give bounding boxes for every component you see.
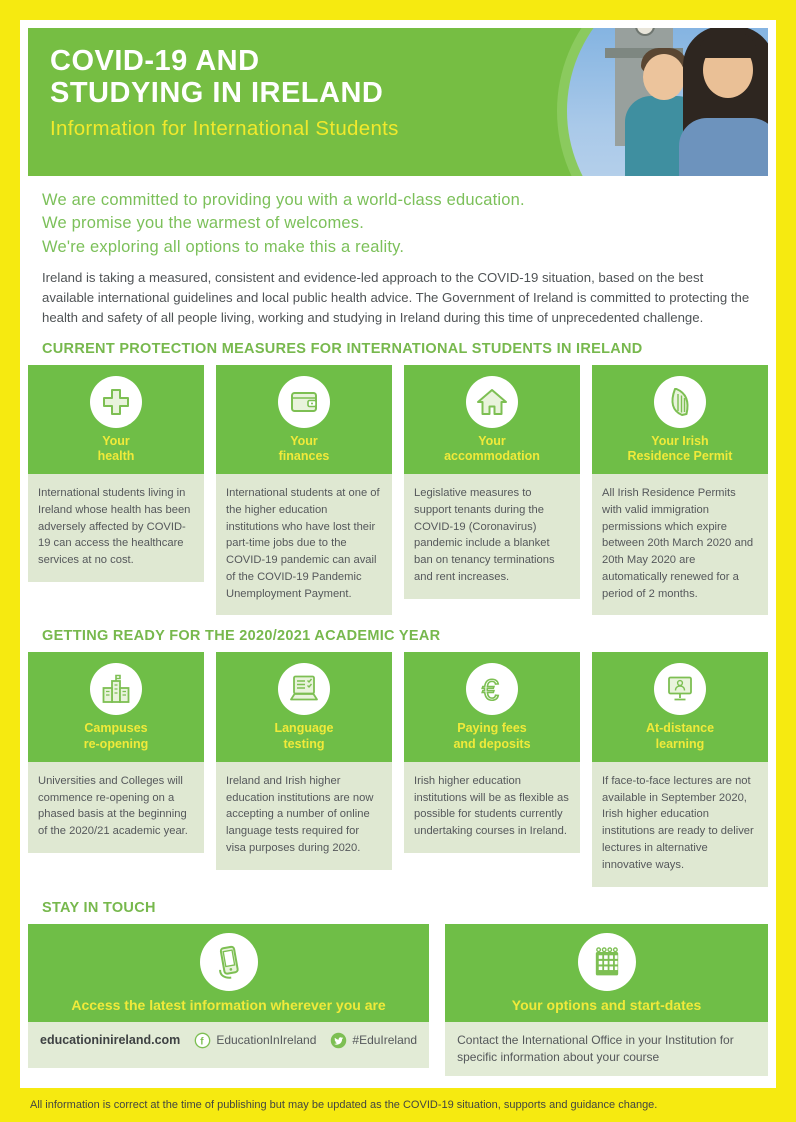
intro-paragraph: Ireland is taking a measured, consistent and evidence-led approach to the COVID-19 situation, based on the best available international guidelines and local public health advice. The Government of Ireland is committed to protecting the health and safety of all people living, working and studying in Ireland during this time of unprecedented challenge. [42, 270, 750, 325]
card-body-text: Irish higher education institutions will be as flexible as possible for students currently undertaking courses in Ireland. [404, 762, 580, 853]
health-cross-icon [90, 376, 142, 428]
section-title-stay-in-touch: STAY IN TOUCH [42, 899, 156, 916]
card-body-text: All Irish Residence Permits with valid immigration permissions which expire between 20th March 2020 and 20th May 2020 are automatically renewed for a period of 2 months. [592, 474, 768, 616]
card-irish-residence-permit [592, 365, 768, 616]
intro-highlight-3: We're exploring all options to make this a reality. [42, 237, 405, 256]
card-your-health [28, 365, 204, 582]
card-body-text: Legislative measures to support tenants during the COVID-19 (Coronavirus) pandemic include a blanket ban on tenancy terminations and rent increases. [404, 474, 580, 599]
page-title: COVID-19 AND STUDYING IN IRELAND [50, 45, 384, 110]
protection-measures-grid [28, 365, 768, 616]
card-title: Language testing [274, 721, 334, 752]
stay-right-title: Your options and start-dates [511, 996, 702, 1013]
card-body-text: If face-to-face lectures are not available in September 2020, Irish higher education institutions are ready to deliver lectures in alternative innovative ways. [592, 762, 768, 887]
euro-icon [466, 663, 518, 715]
twitter-handle[interactable]: #EduIreland [330, 1032, 417, 1049]
card-title: Your finances [278, 433, 330, 464]
stay-right-body: Contact the International Office in your Institution for specific information about your course [457, 1032, 734, 1064]
card-body-text: Ireland and Irish higher education institutions are now accepting a number of online language tests required for visa purposes during 2020. [216, 762, 392, 870]
card-your-finances [216, 365, 392, 616]
card-title: At-distance learning [645, 721, 715, 752]
card-title: Paying fees and deposits [453, 721, 531, 752]
house-icon [466, 376, 518, 428]
wallet-icon [278, 376, 330, 428]
footer-logos [28, 1076, 768, 1088]
card-body-text: International students at one of the higher education institutions who have lost their part-time jobs due to the COVID-19 pandemic can avail of the COVID-19 Pandemic Unemployment Payment. [216, 474, 392, 616]
calendar-icon [578, 933, 636, 991]
hero-banner [28, 28, 768, 176]
section-title-protection-measures: CURRENT PROTECTION MEASURES FOR INTERNATIONAL STUDENTS IN IRELAND [42, 340, 643, 357]
facebook-handle[interactable]: f EducationInIreland [194, 1032, 316, 1049]
language-test-icon [278, 663, 330, 715]
twitter-icon [330, 1032, 347, 1049]
card-body-text: Universities and Colleges will commence re-opening on a phased basis at the beginning of the 2020/21 academic year. [28, 762, 204, 853]
page-subtitle: Information for International Students [50, 116, 399, 140]
phone-in-hand-icon [200, 933, 258, 991]
intro-highlight-1: We are committed to providing you with a world-class education. [42, 191, 525, 209]
website-link[interactable]: educationinireland.com [40, 1033, 181, 1048]
svg-text:f: f [200, 1035, 204, 1047]
disclaimer-text: All information is correct at the time of publishing but may be updated as the COVID-19 situation, supports and guidance change. [30, 1099, 658, 1111]
card-body-text: International students living in Ireland whose health has been adversely affected by COVID-19 can access the healthcare services at no cost. [28, 474, 204, 582]
page [20, 20, 776, 1088]
card-campuses-reopening [28, 652, 204, 852]
harp-icon [654, 376, 706, 428]
campus-icon [90, 663, 142, 715]
section-title-academic-year: GETTING READY FOR THE 2020/2021 ACADEMIC YEAR [42, 628, 441, 645]
distance-learning-icon [654, 663, 706, 715]
card-latest-information [28, 924, 429, 1068]
card-language-testing [216, 652, 392, 869]
svg-text:€: € [482, 674, 499, 707]
card-title: Campuses re-opening [83, 721, 149, 752]
facebook-icon [194, 1032, 211, 1049]
academic-year-grid [28, 652, 768, 886]
card-options-start-dates [445, 924, 768, 1077]
stay-in-touch-grid [28, 924, 768, 1077]
intro-highlight-2: We promise you the warmest of welcomes. [42, 214, 365, 233]
card-distance-learning [592, 652, 768, 886]
intro-block [28, 176, 768, 328]
card-title: Your health [97, 433, 135, 464]
card-paying-fees [404, 652, 580, 852]
card-title: Your Irish Residence Permit [627, 433, 733, 464]
card-title: Your accommodation [444, 433, 540, 464]
stay-left-title: Access the latest information wherever you are [71, 996, 386, 1013]
card-your-accommodation [404, 365, 580, 599]
